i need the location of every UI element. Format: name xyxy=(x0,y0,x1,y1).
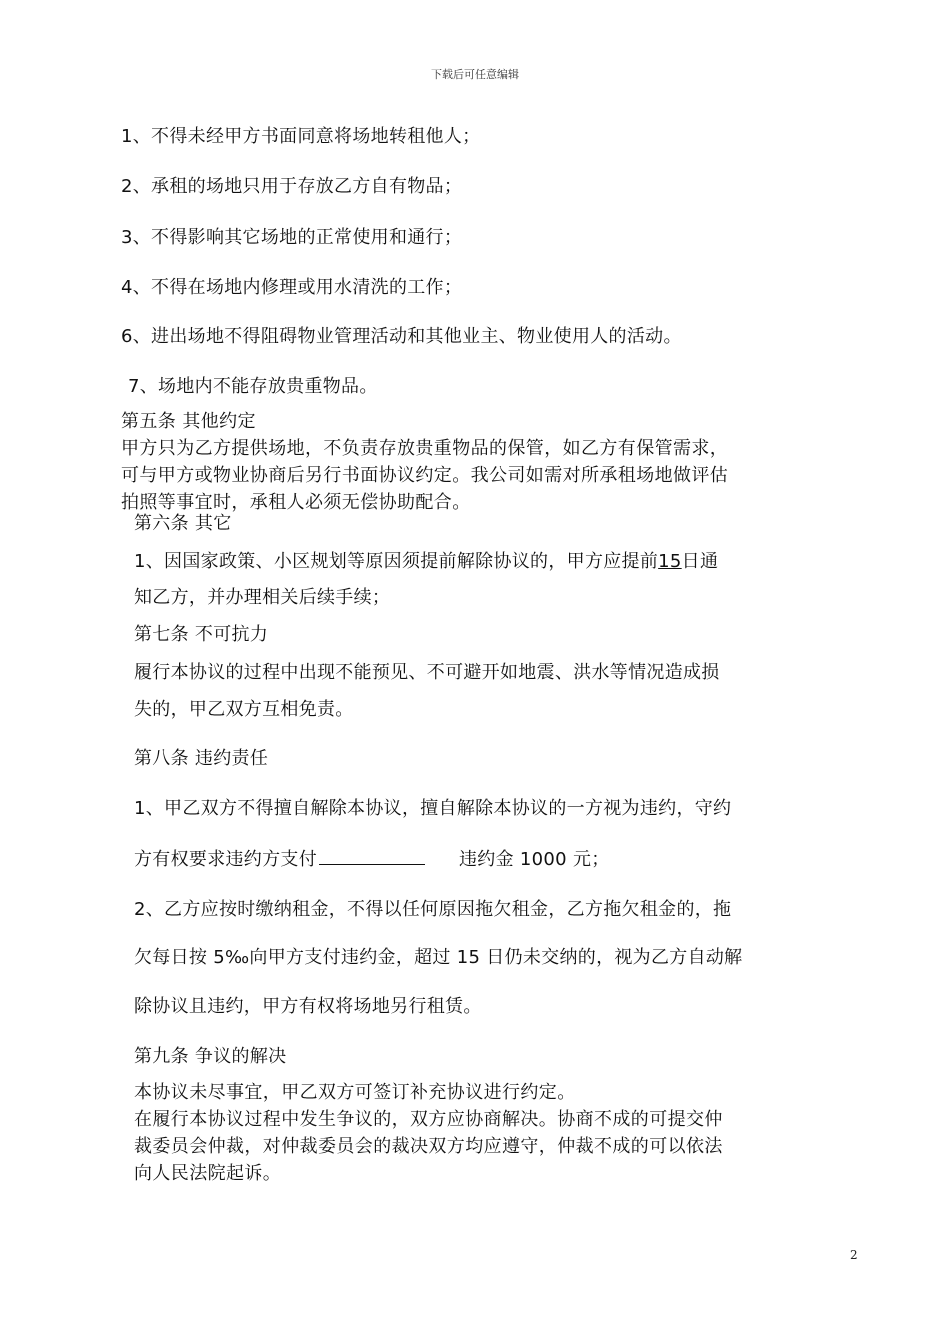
clause-item-6: 6、进出场地不得阻碍物业管理活动和其他业主、物业使用人的活动。 xyxy=(121,326,682,347)
article-6-title: 第六条 其它 xyxy=(134,513,232,534)
article-7-line-1: 履行本协议的过程中出现不能预见、不可避开如地震、洪水等情况造成损 xyxy=(134,662,720,683)
article-7-title: 第七条 不可抗力 xyxy=(134,624,269,645)
article-8-title: 第八条 违约责任 xyxy=(134,748,269,769)
article-8-item-2-line-2: 欠每日按 5‰向甲方支付违约金，超过 15 日仍未交纳的，视为乙方自动解 xyxy=(134,947,743,968)
article-6-item-1 xyxy=(134,551,718,573)
article-5-line-2: 可与甲方或物业协商后另行书面协议约定。我公司如需对所承租场地做评估 xyxy=(121,465,729,486)
article-9-line-1: 本协议未尽事宜，甲乙双方可签订补充协议进行约定。 xyxy=(134,1082,576,1103)
header-note: 下载后可任意编辑 xyxy=(431,68,519,81)
article-8-item-1-line-2 xyxy=(134,848,610,871)
article-6-item-1-text: 1、因国家政策、小区规划等原因须提前解除协议的，甲方应提前 xyxy=(134,551,659,572)
article-9-body xyxy=(134,1079,723,1187)
article-8-item-2-line-1: 2、乙方应按时缴纳租金，不得以任何原因拖欠租金，乙方拖欠租金的，拖 xyxy=(134,899,732,920)
article-8-item-1-line-1: 1、甲乙双方不得擅自解除本协议，擅自解除本协议的一方视为违约，守约 xyxy=(134,798,732,819)
article-8-item-1-penalty: 违约金 1000 元； xyxy=(459,849,610,870)
clause-item-4: 4、不得在场地内修理或用水清洗的工作； xyxy=(121,277,463,298)
clause-item-1: 1、不得未经甲方书面同意将场地转租他人； xyxy=(121,126,481,147)
article-5 xyxy=(121,408,728,516)
notice-days-value: 15 xyxy=(658,551,682,572)
article-5-line-1: 甲方只为乙方提供场地，不负责存放贵重物品的保管，如乙方有保管需求， xyxy=(121,438,729,459)
clause-item-3: 3、不得影响其它场地的正常使用和通行； xyxy=(121,227,463,248)
article-5-line-3: 拍照等事宜时，承租人必须无偿协助配合。 xyxy=(121,492,471,513)
penalty-blank-line xyxy=(319,848,425,865)
article-7-line-2: 失的，甲乙双方互相免责。 xyxy=(134,699,354,720)
article-6-item-1-line-2: 知乙方，并办理相关后续手续； xyxy=(134,587,391,608)
article-9-line-3: 裁委员会仲裁，对仲裁委员会的裁决双方均应遵守，仲裁不成的可以依法 xyxy=(134,1136,723,1157)
page-number: 2 xyxy=(850,1248,858,1262)
article-9-line-2: 在履行本协议过程中发生争议的，双方应协商解决。协商不成的可提交仲 xyxy=(134,1109,723,1130)
article-5-title: 第五条 其他约定 xyxy=(121,411,256,432)
article-8-item-2-line-3: 除协议且违约，甲方有权将场地另行租赁。 xyxy=(134,996,482,1017)
article-9-title: 第九条 争议的解决 xyxy=(134,1046,287,1067)
article-9-line-4: 向人民法院起诉。 xyxy=(134,1163,282,1184)
clause-item-2: 2、承租的场地只用于存放乙方自有物品； xyxy=(121,176,463,197)
article-6-item-1-suffix: 日通 xyxy=(681,551,719,572)
clause-item-7: 7、场地内不能存放贵重物品。 xyxy=(128,376,378,397)
article-8-item-1-text: 方有权要求违约方支付 xyxy=(134,849,317,870)
